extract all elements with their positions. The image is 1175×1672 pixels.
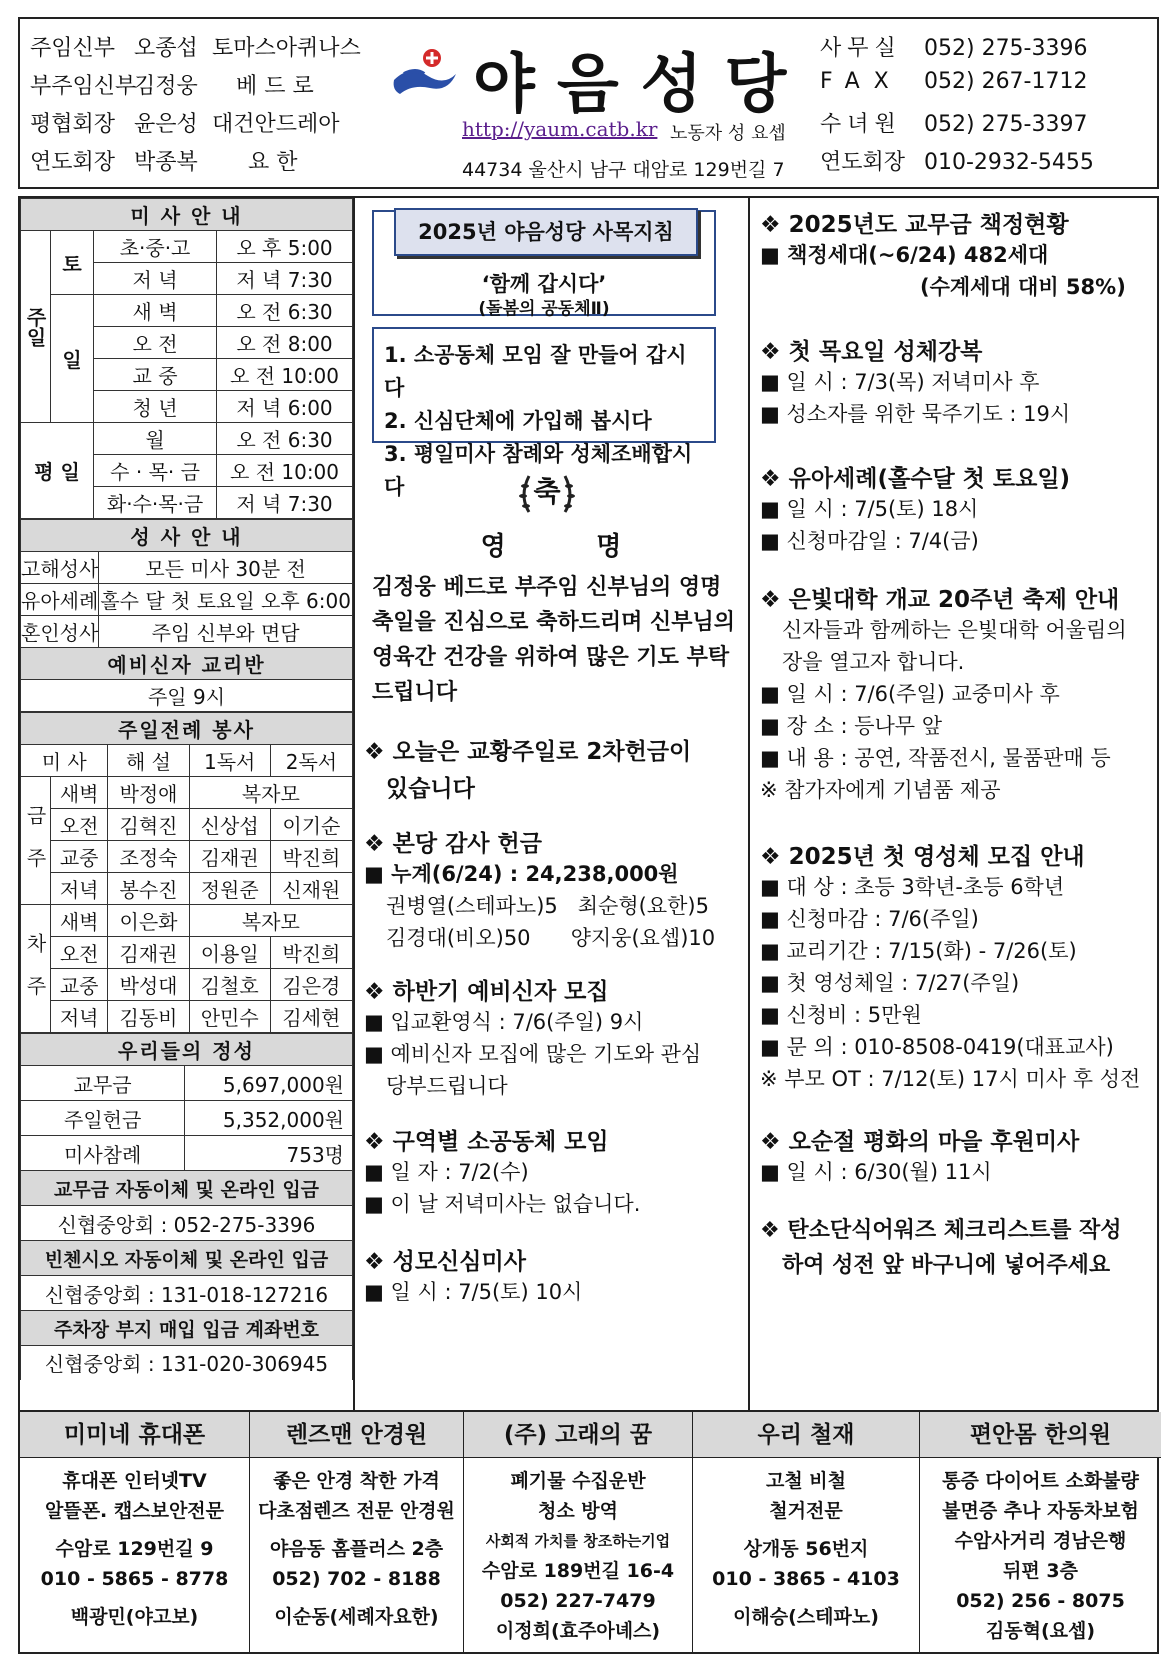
account-title: 주차장 부지 매입 입금 계좌번호 xyxy=(21,1311,353,1346)
liturgy-mass: 저녁 xyxy=(51,1001,108,1033)
mass-who: 초·중·고 xyxy=(94,231,217,263)
ad-card xyxy=(463,1412,692,1654)
sacrament-name: 혼인성사 xyxy=(21,616,99,648)
contact-row xyxy=(820,107,1088,138)
offering-title: 우리들의 정성 xyxy=(21,1034,353,1066)
ad-line: 052) 702 - 8188 xyxy=(272,1568,441,1590)
ad-name: (주) 고래의 꿈 xyxy=(464,1412,692,1458)
notice-item: ■ 책정세대(~6/24) 482세대 xyxy=(760,243,1049,267)
offering-name: 주일헌금 xyxy=(21,1101,185,1136)
sacrament-table xyxy=(20,519,353,712)
column-divider xyxy=(353,198,355,1410)
notice-title: ❖ 오순절 평화의 마을 후원미사 xyxy=(760,1129,1080,1155)
ad-line: 052) 256 - 8075 xyxy=(956,1590,1125,1612)
weekday-label: 평 일 xyxy=(21,423,94,519)
feast-line: 김정웅 베드로 부주임 신부님의 영명 xyxy=(372,575,722,600)
liturgy-cell: 신재원 xyxy=(270,873,352,905)
offering-value: 5,352,000원 xyxy=(185,1101,353,1136)
pastoral-items-box xyxy=(372,327,716,499)
ad-line: 청소 방역 xyxy=(537,1500,619,1522)
notice-item: ■ 일 시 : 7/3(목) 저녁미사 후 xyxy=(760,370,1040,394)
liturgy-cell: 복자모 xyxy=(189,905,352,937)
saturday-label: 토 xyxy=(51,231,94,295)
notice-item: ■ 신청마감 : 7/6(주일) xyxy=(760,907,979,931)
ad-owner: 김동혁(요셉) xyxy=(985,1620,1096,1642)
sacrament-info: 홀수 달 첫 토요일 오후 6:00 xyxy=(99,584,353,616)
mass-who: 수 · 목· 금 xyxy=(94,455,217,487)
mass-time: 오 전 6:30 xyxy=(217,423,353,455)
mass-time: 저 녁 7:30 xyxy=(217,263,353,295)
notice-pentecost-mass xyxy=(760,1123,1079,1188)
notice-catechumen xyxy=(364,973,701,1102)
liturgy-cell: 정원준 xyxy=(189,873,270,905)
celebration-badge: 축 xyxy=(533,475,561,508)
liturgy-table xyxy=(20,712,353,1033)
ad-name: 미미네 휴대폰 xyxy=(20,1412,249,1458)
liturgy-header: 미 사 xyxy=(21,745,108,777)
mass-time: 오 전 6:30 xyxy=(217,295,353,327)
staff-row xyxy=(30,107,340,138)
notice-thanksgiving xyxy=(364,825,715,954)
contact-label: 수녀원 xyxy=(820,112,902,137)
liturgy-header: 해 설 xyxy=(108,745,189,777)
week-label: 금 주 xyxy=(21,777,51,905)
notice-silver-college xyxy=(760,581,1127,806)
account-title: 교무금 자동이체 및 온라인 입금 xyxy=(21,1171,353,1206)
sacrament-info: 모든 미사 30분 전 xyxy=(99,552,353,584)
mass-time: 저 녁 7:30 xyxy=(217,487,353,519)
ad-owner: 이정희(효주아녜스) xyxy=(495,1620,661,1642)
mass-time: 오 전 10:00 xyxy=(217,455,353,487)
notice-item: 김경대(비오)50 양지웅(요셉)10 xyxy=(386,926,716,950)
sacrament-name: 유아세례 xyxy=(21,584,99,616)
pastoral-item: 2. 신심단체에 가입해 봅시다 xyxy=(384,409,652,433)
staff-role: 부주임신부 xyxy=(30,74,137,99)
liturgy-mass: 새벽 xyxy=(51,905,108,937)
liturgy-mass: 오전 xyxy=(51,809,108,841)
staff-row xyxy=(30,31,361,62)
staff-saint: 요 한 xyxy=(248,150,298,175)
ad-name: 우리 철재 xyxy=(693,1412,919,1458)
account-info: 신협중앙회 : 131-018-127216 xyxy=(21,1276,353,1311)
liturgy-header: 2독서 xyxy=(270,745,352,777)
feast-title: 영 명 xyxy=(480,532,622,562)
notice-title: ❖ 은빛대학 개교 20주년 축제 안내 xyxy=(760,587,1120,613)
column-divider xyxy=(748,198,750,1410)
mass-time: 오 전 8:00 xyxy=(217,327,353,359)
pastoral-item: 3. 평일미사 참례와 성체조배합시다 xyxy=(384,442,693,499)
week-label: 차 주 xyxy=(21,905,51,1033)
liturgy-cell: 박성대 xyxy=(108,969,189,1001)
patron-saint: 노동자 성 요셉 xyxy=(670,123,786,144)
notice-infant-baptism xyxy=(760,460,1070,557)
notice-item: 당부드립니다 xyxy=(386,1074,508,1098)
notice-item: ■ 이 날 저녁미사는 없습니다. xyxy=(364,1192,641,1216)
ad-owner: 이순동(세례자요한) xyxy=(274,1606,439,1628)
offering-name: 미사참례 xyxy=(21,1136,185,1171)
ad-owner: 백광민(야고보) xyxy=(70,1606,199,1628)
liturgy-cell: 박정애 xyxy=(108,777,189,809)
notice-item: ■ 성소자를 위한 묵주기도 : 19시 xyxy=(760,402,1071,426)
mass-time: 오 전 10:00 xyxy=(217,359,353,391)
staff-saint: 대건안드레아 xyxy=(212,112,340,137)
ad-line: 알뜰폰. 캡스보안전문 xyxy=(44,1500,225,1522)
contact-label: 연도회장 xyxy=(820,150,906,175)
notice-item: ■ 예비신자 모집에 많은 기도와 관심 xyxy=(364,1042,702,1066)
notice-item: ■ 교리기간 : 7/15(화) - 7/26(토) xyxy=(760,939,1077,963)
mass-who: 교 중 xyxy=(94,359,217,391)
ad-line: 010 - 3865 - 4103 xyxy=(712,1568,900,1590)
staff-name: 윤은성 xyxy=(134,112,198,137)
staff-name: 오종섭 xyxy=(134,36,198,61)
ad-line: 불면증 추나 자동차보험 xyxy=(942,1500,1139,1522)
notice-item: ※ 참가자에게 기념품 제공 xyxy=(760,778,1001,802)
mass-who: 새 벽 xyxy=(94,295,217,327)
notice-title: ❖ 유아세례(홀수달 첫 토요일) xyxy=(760,466,1071,492)
account-info: 신협중앙회 : 052-275-3396 xyxy=(21,1206,353,1241)
website-link[interactable]: http://yaum.catb.kr xyxy=(462,117,658,141)
contact-row xyxy=(820,31,1088,62)
liturgy-cell: 박진희 xyxy=(270,841,352,873)
ad-line: 다초점렌즈 전문 안경원 xyxy=(258,1500,455,1522)
mass-title: 미 사 안 내 xyxy=(21,199,353,231)
mass-who: 청 년 xyxy=(94,391,217,423)
ad-line: 수암로 129번길 9 xyxy=(55,1538,214,1560)
bulletin-header xyxy=(18,17,1159,189)
sunday-label: 주일 xyxy=(21,231,51,423)
sacrament-info: 주임 신부와 면담 xyxy=(99,616,353,648)
ad-line: 폐기물 수집운반 xyxy=(510,1470,646,1492)
mass-who: 화·수·목·금 xyxy=(94,487,217,519)
feast-line: 드립니다 xyxy=(372,680,458,705)
notice-carbon-fast xyxy=(760,1213,1121,1279)
ad-line: 휴대폰 인터넷TV xyxy=(62,1470,207,1492)
sponsor-ads xyxy=(18,1412,1159,1654)
contact-label: 사무실 xyxy=(820,36,902,61)
notice-title: ❖ 구역별 소공동체 모임 xyxy=(364,1129,609,1155)
catechumen-info: 주일 9시 xyxy=(21,680,353,712)
pastoral-title: 2025년 야음성당 사목지침 xyxy=(394,208,698,256)
mass-time: 저 녁 6:00 xyxy=(217,391,353,423)
liturgy-cell: 김혁진 xyxy=(108,809,189,841)
notice-title: ❖ 오늘은 교황주일로 2차헌금이 xyxy=(364,739,692,765)
contact-value: 052) 275-3397 xyxy=(924,112,1088,137)
pastoral-guideline-box xyxy=(372,210,716,319)
liturgy-cell: 신상섭 xyxy=(189,809,270,841)
offering-value: 5,697,000원 xyxy=(185,1066,353,1101)
notice-item: ■ 신청비 : 5만원 xyxy=(760,1003,922,1027)
notice-title: 있습니다 xyxy=(386,776,475,802)
staff-name: 박종복 xyxy=(134,150,198,175)
liturgy-header: 1독서 xyxy=(189,745,270,777)
notice-item: ■ 장 소 : 등나무 앞 xyxy=(760,714,943,738)
staff-row xyxy=(30,69,314,100)
liturgy-cell: 김재권 xyxy=(108,937,189,969)
ad-line: 052) 227-7479 xyxy=(500,1590,656,1612)
ad-line: 좋은 안경 착한 가격 xyxy=(273,1470,440,1492)
ad-name: 렌즈맨 안경원 xyxy=(250,1412,463,1458)
pastoral-item: 1. 소공동체 모임 잘 만들어 갑시다 xyxy=(384,343,687,400)
ad-card xyxy=(919,1412,1161,1654)
main-content xyxy=(18,196,1159,1412)
notice-item: 권병열(스테파노)5 최순형(요한)5 xyxy=(386,894,709,918)
notice-title: ❖ 본당 감사 헌금 xyxy=(364,831,542,857)
liturgy-cell: 김세현 xyxy=(270,1001,352,1033)
ad-line: 상개동 56번지 xyxy=(743,1538,869,1560)
liturgy-title: 주일전례 봉사 xyxy=(21,713,353,745)
left-column xyxy=(20,198,353,1380)
contact-value: 052) 267-1712 xyxy=(924,69,1088,94)
feast-message xyxy=(372,570,735,710)
mass-time: 오 후 5:00 xyxy=(217,231,353,263)
liturgy-cell: 김철호 xyxy=(189,969,270,1001)
notice-title: ❖ 2025년 첫 영성체 모집 안내 xyxy=(760,844,1085,870)
notice-small-community xyxy=(364,1123,640,1220)
sacrament-title: 성 사 안 내 xyxy=(21,520,353,552)
parish-address: 44734 울산시 남구 대암로 129번길 7 xyxy=(462,159,785,181)
offering-table xyxy=(20,1033,353,1380)
liturgy-cell: 박진희 xyxy=(270,937,352,969)
notice-title: ❖ 탄소단식어워즈 체크리스트를 작성 xyxy=(760,1218,1122,1243)
notice-item: ■ 입교환영식 : 7/6(주일) 9시 xyxy=(364,1010,644,1034)
notice-marian-mass xyxy=(364,1243,582,1308)
mass-who: 오 전 xyxy=(94,327,217,359)
liturgy-cell: 김재권 xyxy=(189,841,270,873)
contact-value: 010-2932-5455 xyxy=(924,150,1094,175)
ad-line: 뒤편 3층 xyxy=(1003,1560,1078,1582)
liturgy-cell: 김동비 xyxy=(108,1001,189,1033)
liturgy-cell: 조정숙 xyxy=(108,841,189,873)
notice-item: (수계세대 대비 58%) xyxy=(920,275,1126,299)
feast-line: 영육간 건강을 위하여 많은 기도 부탁 xyxy=(372,645,730,670)
ad-line: 야음동 홈플러스 2층 xyxy=(269,1538,444,1560)
staff-role: 평협회장 xyxy=(30,112,116,137)
sun-label: 일 xyxy=(51,295,94,423)
ad-line: 통증 다이어트 소화불량 xyxy=(942,1470,1139,1492)
notice-item: ■ 대 상 : 초등 3학년-초등 6학년 xyxy=(760,875,1065,899)
liturgy-mass: 교중 xyxy=(51,841,108,873)
notice-item: ■ 일 시 : 6/30(월) 11시 xyxy=(760,1160,992,1184)
sacrament-name: 고해성사 xyxy=(21,552,99,584)
notice-item: ■ 일 시 : 7/6(주일) 교중미사 후 xyxy=(760,682,1060,706)
mass-who: 월 xyxy=(94,423,217,455)
ad-line: 철거전문 xyxy=(769,1500,843,1522)
notice-title: ❖ 2025년도 교무금 책정현황 xyxy=(760,212,1069,238)
notice-item: ■ 일 자 : 7/2(수) xyxy=(364,1160,529,1184)
staff-name: 김정웅 xyxy=(134,74,198,99)
parish-title: 야음성당 xyxy=(473,48,809,122)
offering-value: 753명 xyxy=(185,1136,353,1171)
pastoral-sub: (돌봄의 공동체Ⅱ) xyxy=(478,299,610,319)
liturgy-cell: 봉수진 xyxy=(108,873,189,905)
liturgy-cell: 이기순 xyxy=(270,809,352,841)
liturgy-cell: 복자모 xyxy=(189,777,352,809)
ad-card xyxy=(20,1412,249,1654)
contact-row xyxy=(820,145,1094,176)
notice-title: 하여 성전 앞 바구니에 넣어주세요 xyxy=(782,1253,1111,1278)
contact-label: FAX xyxy=(820,69,903,94)
ad-line: 수암로 189번길 16-4 xyxy=(481,1560,675,1582)
notice-item: ※ 부모 OT : 7/12(토) 17시 미사 후 성전 xyxy=(760,1067,1141,1091)
mass-who: 저 녁 xyxy=(94,263,217,295)
staff-saint: 베 드 로 xyxy=(236,74,314,99)
liturgy-mass: 저녁 xyxy=(51,873,108,905)
feast-line: 축일을 진심으로 축하드리며 신부님의 xyxy=(372,610,736,635)
notice-item: ■ 문 의 : 010-8508-0419(대표교사) xyxy=(760,1035,1114,1059)
notice-item: ■ 일 시 : 7/5(토) 18시 xyxy=(760,497,979,521)
ad-line: 고철 비철 xyxy=(765,1470,847,1492)
ad-line: 수암사거리 경남은행 xyxy=(954,1530,1127,1552)
notice-title: ❖ 성모신심미사 xyxy=(364,1249,526,1275)
contact-value: 052) 275-3396 xyxy=(924,36,1088,61)
notice-item: ■ 누계(6/24) : 24,238,000원 xyxy=(364,862,679,886)
staff-saint: 토마스아퀴나스 xyxy=(212,36,361,61)
notice-item: ■ 내 용 : 공연, 작품전시, 물품판매 등 xyxy=(760,746,1111,770)
staff-row xyxy=(30,145,298,176)
ad-line: 사회적 가치를 창조하는기업 xyxy=(485,1532,671,1550)
contact-row xyxy=(820,69,1088,94)
notice-item: 신자들과 함께하는 은빛대학 어울림의 xyxy=(782,618,1127,642)
liturgy-mass: 오전 xyxy=(51,937,108,969)
mass-schedule-table xyxy=(20,198,353,519)
notice-first-communion xyxy=(760,838,1140,1095)
notice-dues xyxy=(760,206,1126,303)
liturgy-cell: 이은화 xyxy=(108,905,189,937)
liturgy-cell: 안민수 xyxy=(189,1001,270,1033)
ad-card xyxy=(692,1412,919,1654)
account-info: 신협중앙회 : 131-020-306945 xyxy=(21,1346,353,1380)
pastoral-motto: ‘함께 갑시다’ xyxy=(481,272,607,296)
liturgy-mass: 교중 xyxy=(51,969,108,1001)
liturgy-cell: 이용일 xyxy=(189,937,270,969)
notice-title: ❖ 첫 목요일 성체강복 xyxy=(760,339,983,365)
parish-logo-icon xyxy=(390,44,460,104)
liturgy-cell: 김은경 xyxy=(270,969,352,1001)
ad-card xyxy=(249,1412,463,1654)
staff-role: 주임신부 xyxy=(30,36,116,61)
ad-name: 편안몸 한의원 xyxy=(920,1412,1161,1458)
notice-item: ■ 일 시 : 7/5(토) 10시 xyxy=(364,1280,583,1304)
ad-line: 010 - 5865 - 8778 xyxy=(40,1568,229,1590)
notice-item: ■ 신청마감일 : 7/4(금) xyxy=(760,529,979,553)
notice-second-collection xyxy=(364,733,691,803)
notice-title: ❖ 하반기 예비신자 모집 xyxy=(364,979,609,1005)
catechumen-title: 예비신자 교리반 xyxy=(21,648,353,680)
liturgy-mass: 새벽 xyxy=(51,777,108,809)
ad-owner: 이해승(스테파노) xyxy=(733,1606,879,1628)
notice-benediction xyxy=(760,333,1070,430)
staff-role: 연도회장 xyxy=(30,150,116,175)
notice-item: 장을 열고자 합니다. xyxy=(782,650,965,674)
notice-item: ■ 첫 영성체일 : 7/27(주일) xyxy=(760,971,1020,995)
offering-name: 교무금 xyxy=(21,1066,185,1101)
account-title: 빈첸시오 자동이체 및 온라인 입금 xyxy=(21,1241,353,1276)
